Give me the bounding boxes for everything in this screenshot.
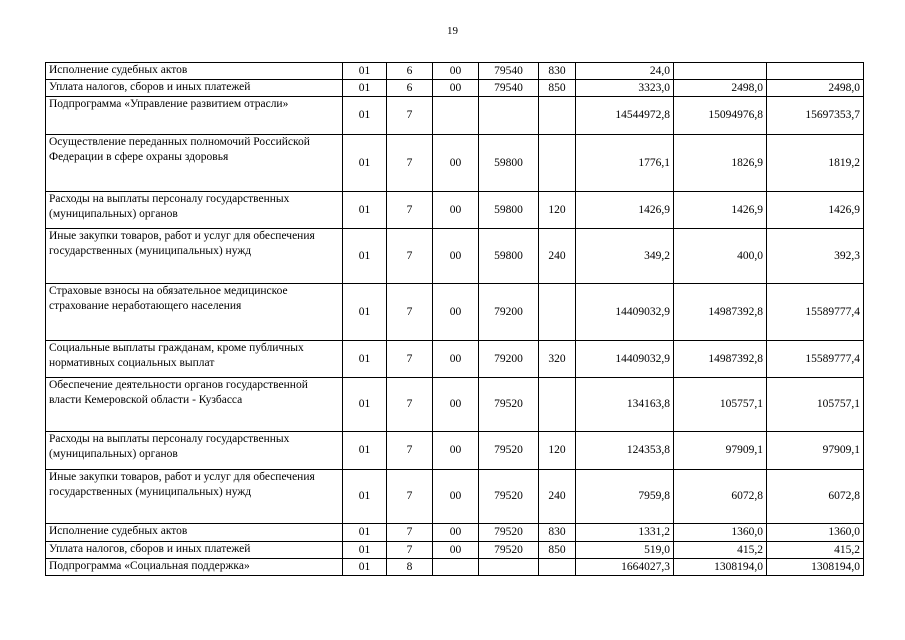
cell-code-3 — [433, 559, 479, 576]
cell-amount-1: 124353,8 — [576, 432, 674, 470]
table-row — [46, 341, 864, 378]
cell-code-3 — [433, 97, 479, 135]
cell-code-1: 01 — [343, 80, 387, 97]
cell-amount-1: 7959,8 — [576, 470, 674, 524]
row-name: Обеспечение деятельности органов государственной власти Кемеровской области - Кузбасса — [46, 378, 343, 432]
row-name: Исполнение судебных актов — [46, 63, 343, 80]
cell-amount-1: 349,2 — [576, 229, 674, 284]
cell-amount-2: 1308194,0 — [674, 559, 767, 576]
cell-code-2: 6 — [387, 80, 433, 97]
cell-code-1: 01 — [343, 135, 387, 192]
cell-amount-3: 1308194,0 — [767, 559, 864, 576]
cell-amount-2: 415,2 — [674, 542, 767, 559]
cell-code-5: 830 — [539, 63, 576, 80]
cell-amount-2: 1426,9 — [674, 192, 767, 229]
cell-code-2: 7 — [387, 542, 433, 559]
cell-amount-2: 1360,0 — [674, 524, 767, 542]
cell-code-5: 120 — [539, 192, 576, 229]
cell-amount-1: 3323,0 — [576, 80, 674, 97]
cell-code-5: 240 — [539, 470, 576, 524]
cell-code-5 — [539, 97, 576, 135]
table-row — [46, 284, 864, 341]
cell-amount-3: 105757,1 — [767, 378, 864, 432]
table-row — [46, 470, 864, 524]
cell-code-3: 00 — [433, 470, 479, 524]
cell-code-1: 01 — [343, 341, 387, 378]
cell-amount-1: 519,0 — [576, 542, 674, 559]
cell-amount-1: 24,0 — [576, 63, 674, 80]
cell-amount-3: 392,3 — [767, 229, 864, 284]
cell-code-2: 7 — [387, 192, 433, 229]
cell-code-3: 00 — [433, 63, 479, 80]
cell-code-1: 01 — [343, 559, 387, 576]
cell-code-5: 850 — [539, 80, 576, 97]
cell-code-4: 79520 — [479, 470, 539, 524]
cell-amount-3: 1360,0 — [767, 524, 864, 542]
cell-code-5 — [539, 284, 576, 341]
cell-code-1: 01 — [343, 378, 387, 432]
cell-code-1: 01 — [343, 284, 387, 341]
cell-amount-3: 15589777,4 — [767, 284, 864, 341]
cell-amount-3 — [767, 63, 864, 80]
cell-amount-3: 97909,1 — [767, 432, 864, 470]
cell-amount-2: 105757,1 — [674, 378, 767, 432]
cell-code-4: 79540 — [479, 80, 539, 97]
row-name: Исполнение судебных актов — [46, 524, 343, 542]
table-row — [46, 542, 864, 559]
cell-code-3: 00 — [433, 284, 479, 341]
cell-code-5 — [539, 135, 576, 192]
cell-code-1: 01 — [343, 63, 387, 80]
row-name: Осуществление переданных полномочий Российской Федерации в сфере охраны здоровья — [46, 135, 343, 192]
page-number: 19 — [447, 25, 458, 37]
row-name: Страховые взносы на обязательное медицинское страхование неработающего населения — [46, 284, 343, 341]
row-name: Иные закупки товаров, работ и услуг для обеспечения государственных (муниципальных) нужд — [46, 229, 343, 284]
cell-code-2: 7 — [387, 135, 433, 192]
cell-code-5: 120 — [539, 432, 576, 470]
cell-code-4 — [479, 559, 539, 576]
row-name: Иные закупки товаров, работ и услуг для обеспечения государственных (муниципальных) нужд — [46, 470, 343, 524]
cell-amount-3: 6072,8 — [767, 470, 864, 524]
table-row — [46, 80, 864, 97]
cell-code-1: 01 — [343, 432, 387, 470]
cell-amount-3: 15589777,4 — [767, 341, 864, 378]
cell-amount-3: 15697353,7 — [767, 97, 864, 135]
cell-code-3: 00 — [433, 135, 479, 192]
cell-code-2: 6 — [387, 63, 433, 80]
cell-code-5: 320 — [539, 341, 576, 378]
cell-amount-2: 97909,1 — [674, 432, 767, 470]
cell-code-1: 01 — [343, 524, 387, 542]
cell-code-1: 01 — [343, 229, 387, 284]
cell-amount-2: 2498,0 — [674, 80, 767, 97]
cell-amount-2: 1826,9 — [674, 135, 767, 192]
cell-code-4: 79540 — [479, 63, 539, 80]
cell-code-4: 79200 — [479, 284, 539, 341]
cell-amount-1: 1331,2 — [576, 524, 674, 542]
cell-code-2: 7 — [387, 341, 433, 378]
cell-code-4: 59800 — [479, 229, 539, 284]
cell-amount-3: 2498,0 — [767, 80, 864, 97]
cell-code-4: 59800 — [479, 192, 539, 229]
table-row — [46, 97, 864, 135]
cell-amount-3: 415,2 — [767, 542, 864, 559]
cell-amount-1: 1776,1 — [576, 135, 674, 192]
cell-code-2: 7 — [387, 432, 433, 470]
table-row — [46, 378, 864, 432]
table-row — [46, 432, 864, 470]
row-name: Подпрограмма «Социальная поддержка» — [46, 559, 343, 576]
cell-code-2: 8 — [387, 559, 433, 576]
cell-amount-3: 1426,9 — [767, 192, 864, 229]
row-name: Уплата налогов, сборов и иных платежей — [46, 542, 343, 559]
cell-amount-2: 6072,8 — [674, 470, 767, 524]
row-name: Подпрограмма «Управление развитием отрасли» — [46, 97, 343, 135]
cell-code-3: 00 — [433, 80, 479, 97]
cell-amount-1: 14409032,9 — [576, 341, 674, 378]
cell-code-5: 850 — [539, 542, 576, 559]
cell-amount-2: 15094976,8 — [674, 97, 767, 135]
cell-amount-2 — [674, 63, 767, 80]
cell-code-4: 59800 — [479, 135, 539, 192]
table-row — [46, 135, 864, 192]
cell-code-4: 79520 — [479, 542, 539, 559]
cell-code-2: 7 — [387, 284, 433, 341]
table-row — [46, 63, 864, 80]
cell-amount-2: 14987392,8 — [674, 284, 767, 341]
cell-code-5: 830 — [539, 524, 576, 542]
cell-amount-1: 1426,9 — [576, 192, 674, 229]
cell-code-5: 240 — [539, 229, 576, 284]
cell-code-4: 79520 — [479, 432, 539, 470]
cell-code-3: 00 — [433, 542, 479, 559]
row-name: Уплата налогов, сборов и иных платежей — [46, 80, 343, 97]
table-row — [46, 192, 864, 229]
cell-amount-1: 14544972,8 — [576, 97, 674, 135]
table-row — [46, 229, 864, 284]
cell-code-3: 00 — [433, 432, 479, 470]
row-name: Расходы на выплаты персоналу государственных (муниципальных) органов — [46, 192, 343, 229]
cell-amount-1: 14409032,9 — [576, 284, 674, 341]
budget-table — [45, 62, 864, 576]
cell-amount-2: 14987392,8 — [674, 341, 767, 378]
row-name: Социальные выплаты гражданам, кроме публичных нормативных социальных выплат — [46, 341, 343, 378]
cell-code-1: 01 — [343, 542, 387, 559]
cell-amount-2: 400,0 — [674, 229, 767, 284]
cell-amount-1: 134163,8 — [576, 378, 674, 432]
cell-code-1: 01 — [343, 192, 387, 229]
cell-code-4: 79200 — [479, 341, 539, 378]
cell-code-2: 7 — [387, 470, 433, 524]
cell-code-2: 7 — [387, 229, 433, 284]
cell-code-4: 79520 — [479, 378, 539, 432]
cell-code-3: 00 — [433, 229, 479, 284]
cell-code-3: 00 — [433, 524, 479, 542]
cell-amount-1: 1664027,3 — [576, 559, 674, 576]
cell-code-1: 01 — [343, 97, 387, 135]
cell-code-4: 79520 — [479, 524, 539, 542]
cell-code-3: 00 — [433, 341, 479, 378]
cell-code-2: 7 — [387, 524, 433, 542]
cell-code-3: 00 — [433, 378, 479, 432]
table-row — [46, 524, 864, 542]
cell-code-3: 00 — [433, 192, 479, 229]
cell-amount-3: 1819,2 — [767, 135, 864, 192]
cell-code-4 — [479, 97, 539, 135]
cell-code-2: 7 — [387, 97, 433, 135]
cell-code-1: 01 — [343, 470, 387, 524]
table-row — [46, 559, 864, 576]
cell-code-2: 7 — [387, 378, 433, 432]
cell-code-5 — [539, 378, 576, 432]
row-name: Расходы на выплаты персоналу государственных (муниципальных) органов — [46, 432, 343, 470]
cell-code-5 — [539, 559, 576, 576]
